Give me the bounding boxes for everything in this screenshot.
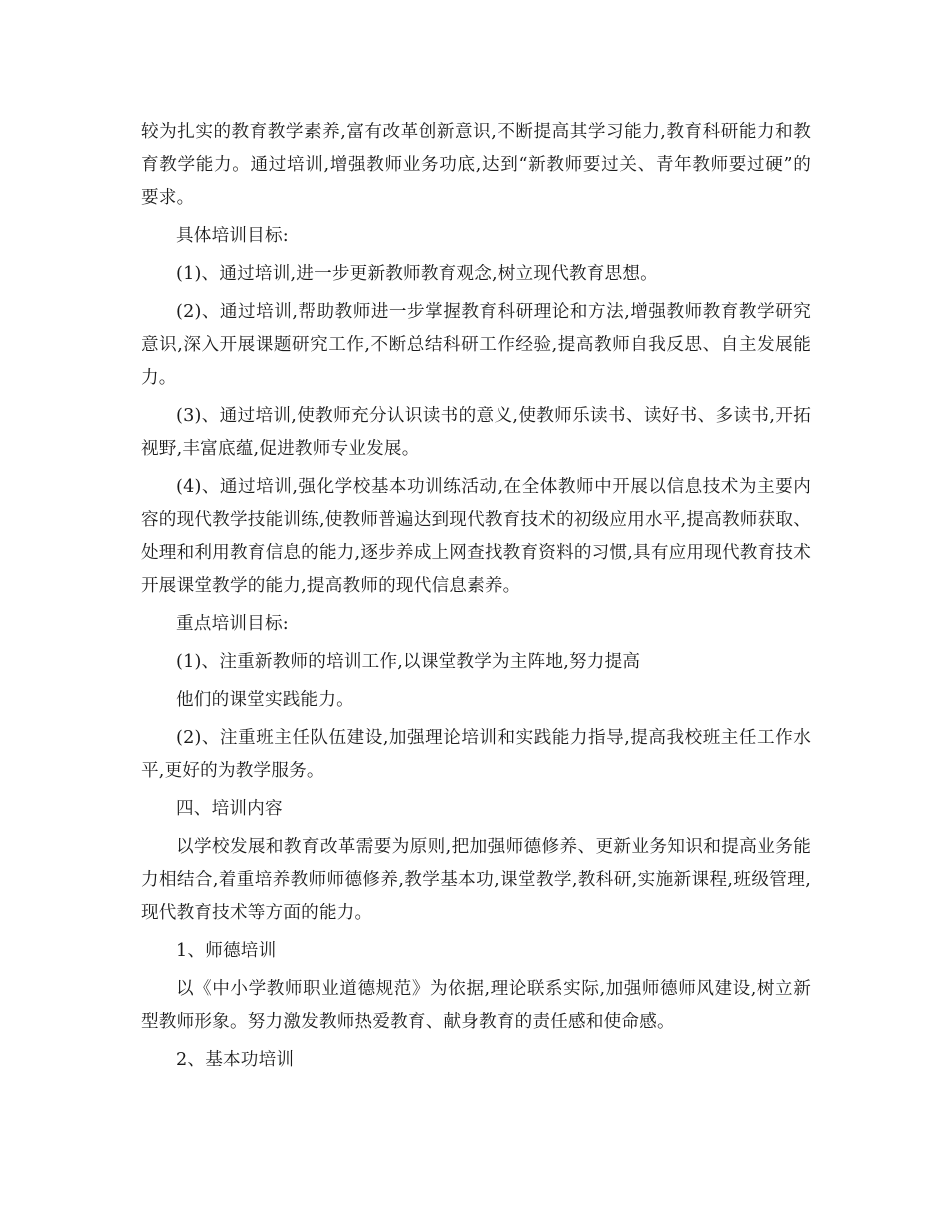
subheading-basic-skills-training: 2、基本功培训 [176,1050,295,1070]
subheading-ethics-training: 1、师德培训 [176,941,277,961]
section-heading-training-content: 四、培训内容 [176,799,283,819]
paragraph-training-content: 以学校发展和教育改革需要为原则,把加强师德修养、更新业务知识和提高业务能力相结合,着重培养教师师德修养,教学基本功,课堂教学,教科研,实施新课程,班级管理,现代教育技术等方面的能力。 [141,837,811,923]
paragraph-key-goal-1-continued: 他们的课堂实践能力。 [176,690,354,710]
document-body [141,116,811,1077]
paragraph-goal-1: (1)、通过培训,进一步更新教师教育观念,树立现代教育思想。 [176,264,658,284]
paragraph-key-goals-heading: 重点培训目标: [176,614,289,634]
paragraph-continued-intro: 较为扎实的教育教学素养,富有改革创新意识,不断提高其学习能力,教育科研能力和教育教学能力。通过培训,增强教师业务功底,达到“新教师要过关、青年教师要过硬”的要求。 [141,122,811,208]
paragraph-specific-goals-heading: 具体培训目标: [176,226,289,246]
paragraph-goal-4: (4)、通过培训,强化学校基本功训练活动,在全体教师中开展以信息技术为主要内容的现代教学技能训练,使教师普遍达到现代教育技术的初级应用水平,提高教师获取、处理和利用教育信息的能力,逐步养成上网查找教育资料的习惯,具有应用现代教育技术开展课堂教学的能力,提高教师的现代信息素养。 [141,477,811,596]
paragraph-goal-3: (3)、通过培训,使教师充分认识读书的意义,使教师乐读书、读好书、多读书,开拓视野,丰富底蕴,促进教师专业发展。 [141,406,811,459]
paragraph-goal-2: (2)、通过培训,帮助教师进一步掌握教育科研理论和方法,增强教师教育教学研究意识,深入开展课题研究工作,不断总结科研工作经验,提高教师自我反思、自主发展能力。 [141,302,811,388]
paragraph-ethics-training: 以《中小学教师职业道德规范》为依据,理论联系实际,加强师德师风建设,树立新型教师形象。努力激发教师热爱教育、献身教育的责任感和使命感。 [141,979,811,1032]
paragraph-key-goal-1: (1)、注重新教师的培训工作,以课堂教学为主阵地,努力提高 [176,652,641,672]
paragraph-key-goal-2: (2)、注重班主任队伍建设,加强理论培训和实践能力指导,提高我校班主任工作水平,更好的为教学服务。 [141,728,811,781]
